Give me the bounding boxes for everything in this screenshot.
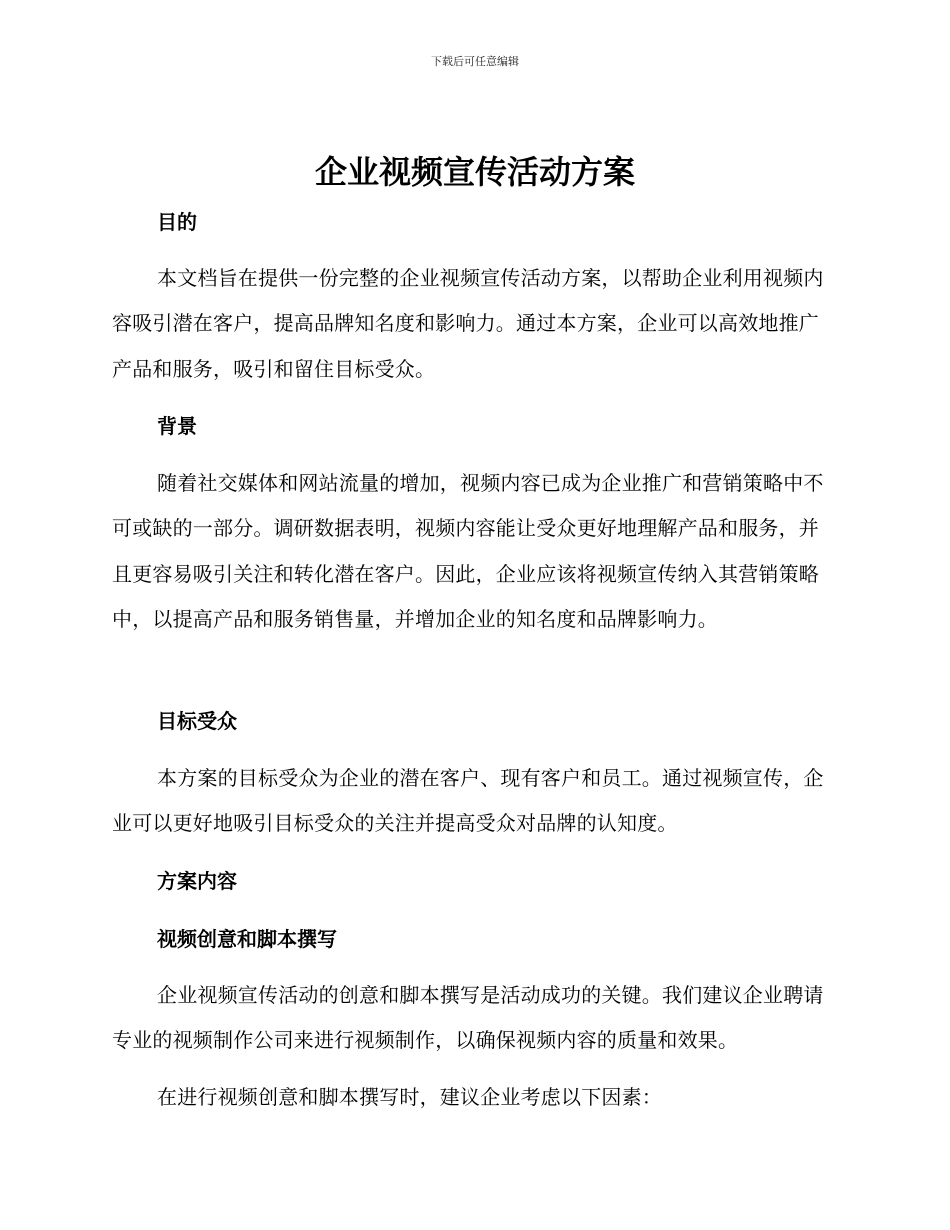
paragraph-considerations-intro: 在进行视频创意和脚本撰写时，建议企业考虑以下因素： (157, 1085, 662, 1109)
section-heading-background: 背景 (157, 414, 197, 438)
paragraph-target-audience: 本方案的目标受众为企业的潜在客户、现有客户和员工。通过视频宣传，企业可以更好地吸引目标受众的关注并提高受众对品牌的认知度。 (112, 766, 824, 836)
paragraph-purpose: 本文档旨在提供一份完整的企业视频宣传活动方案，以帮助企业利用视频内容吸引潜在客户，提高品牌知名度和影响力。通过本方案，企业可以高效地推广产品和服务，吸引和留住目标受众。 (112, 266, 824, 381)
section-heading-target-audience: 目标受众 (157, 709, 237, 733)
section-heading-plan-content: 方案内容 (157, 869, 237, 893)
section-heading-video-creative: 视频创意和脚本撰写 (157, 927, 337, 951)
section-heading-purpose: 目的 (157, 210, 197, 234)
document-title: 企业视频宣传活动方案 (314, 153, 635, 191)
paragraph-background: 随着社交媒体和网站流量的增加，视频内容已成为企业推广和营销策略中不可或缺的一部分。调研数据表明，视频内容能让受众更好地理解产品和服务，并且更容易吸引关注和转化潜在客户。因此，企业应该将视频宣传纳入其营销策略中，以提高产品和服务销售量，并增加企业的知名度和品牌影响力。 (112, 471, 824, 632)
page-header-note: 下载后可任意编辑 (431, 55, 519, 68)
paragraph-video-creative: 企业视频宣传活动的创意和脚本撰写是活动成功的关键。我们建议企业聘请专业的视频制作公司来进行视频制作，以确保视频内容的质量和效果。 (112, 983, 824, 1053)
